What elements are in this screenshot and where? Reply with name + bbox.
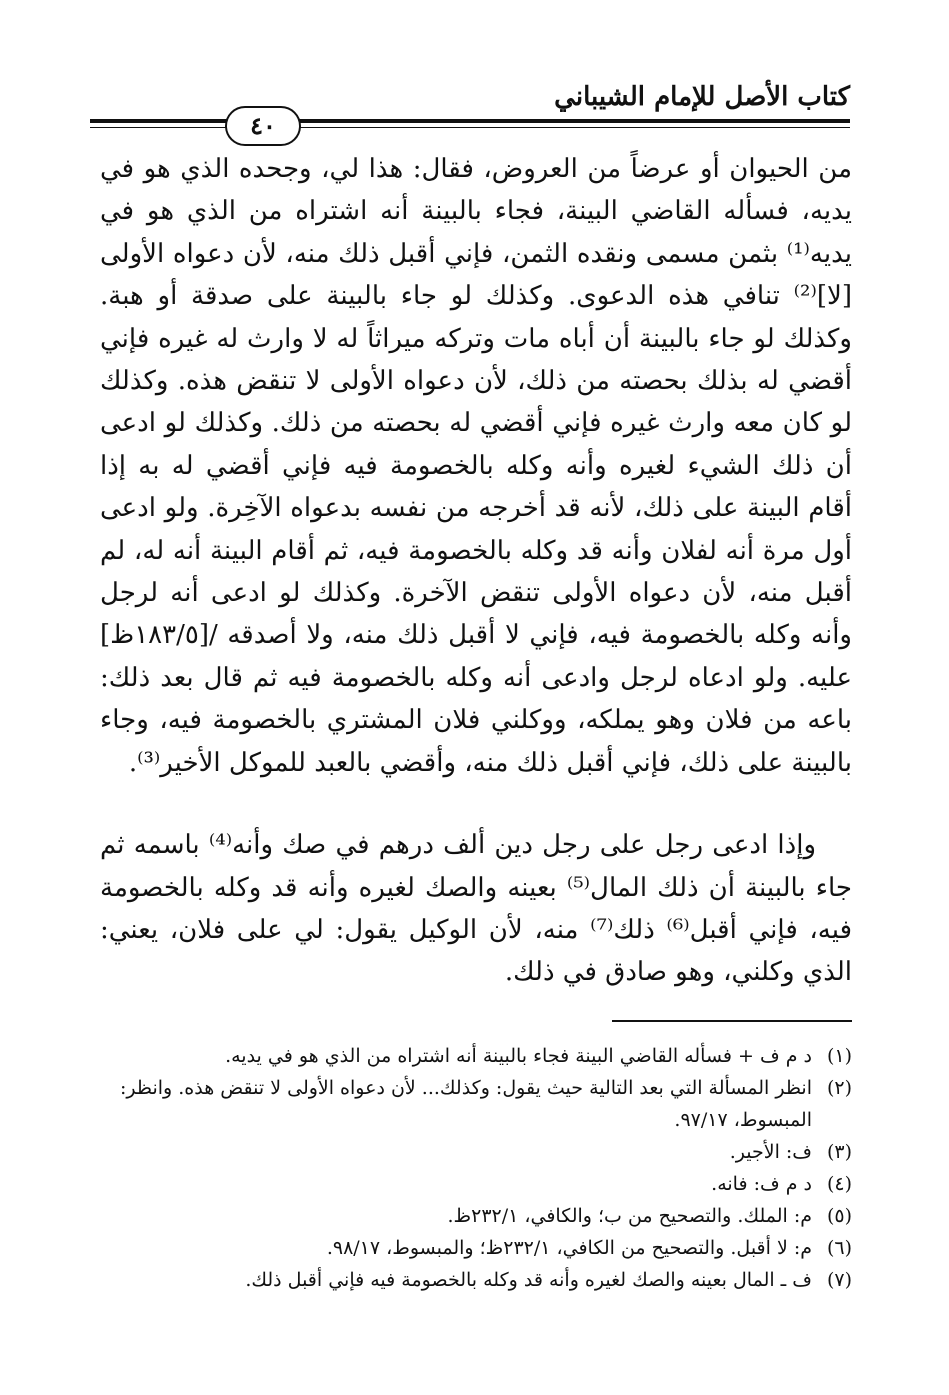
footnote-item [100,1264,852,1296]
footnote-text: د م ف: فانه. [711,1173,812,1195]
footnote-text: م: الملك. والتصحيح من ب؛ والكافي، ٢٣٢/١ظ. [447,1205,812,1227]
footnote-text: انظر المسألة التي بعد التالية حيث يقول: وكذلك... لأن دعواه الأولى لا تنقض هذه. وانظر: المبسوط، ٩٧/١٧. [120,1077,812,1131]
paragraph-2: وإذا ادعى رجل على رجل دين ألف درهم في صك وأنه⁽⁴⁾ باسمه ثم جاء بالبينة أن ذلك المال⁽⁵⁾ بعينه والصك لغيره وأنه قد وكله بالخصومة فيه، فإني أقبل⁽⁶⁾ ذلك⁽⁷⁾ منه، لأن الوكيل يقول: لي على فلان، يعني: الذي وكلني، وهو صادق في ذلك. [100,830,853,988]
book-title: كتاب الأصل للإمام الشيباني [554,82,850,112]
page-header [90,70,850,140]
footnote-item [100,1232,852,1264]
footnote-number: (٦) [826,1237,852,1259]
footnote-text: م: لا أقبل. والتصحيح من الكافي، ٢٣٢/١ظ؛ والمبسوط، ٩٨/١٧. [326,1237,812,1259]
footnote-number: (٥) [826,1205,852,1227]
header-rule-thick [90,119,850,123]
footnote-item [100,1168,852,1200]
page-number: ٤٠ [225,106,301,146]
footnote-number: (٧) [826,1269,852,1291]
footnote-item [100,1136,852,1168]
footnote-text: ف ـ المال بعينه والصك لغيره وأنه قد وكله بالخصومة فيه فإني أقبل ذلك. [245,1269,812,1291]
footnote-item [100,1200,852,1232]
footnote-number: (٢) [826,1077,852,1099]
footnote-number: (٣) [826,1141,852,1163]
footnotes [100,1040,852,1296]
footnote-text: ف: الأجير. [729,1141,812,1163]
footnote-number: (٤) [826,1173,852,1195]
footnote-separator [612,1020,852,1022]
footnote-item [100,1072,852,1136]
footnote-number: (١) [826,1045,852,1067]
paragraph-1: من الحيوان أو عرضاً من العروض، فقال: هذا لي، وجحده الذي هو في يديه، فسأله القاضي البينة، فجاء بالبينة أنه اشتراه من الذي هو في يديه⁽¹⁾ بثمن مسمى ونقده الثمن، فإني أقبل ذلك منه، لأن دعواه الأولى [لا]⁽²⁾ تنافي هذه الدعوى. وكذلك لو جاء بالبينة على صدقة أو هبة. وكذلك لو جاء بالبينة أن أباه مات وتركه ميراثاً له لا وارث له غيره فإني أقضي له بذلك بحصته من ذلك، لأن دعواه الأولى لا تنقض هذه. وكذلك لو كان معه وارث غيره فإني أقضي له بحصته من ذلك. وكذلك لو ادعى أن ذلك الشيء لغيره وأنه وكله بالخصومة فيه فإني أقضي له به إذا أقام البينة على ذلك، لأنه قد أخرجه من نفسه بدعواه الآخِرة. ولو ادعى أول مرة أنه لفلان وأنه قد وكله بالخصومة فيه، ثم أقام البينة أنه له، لم أقبل منه، لأن دعواه الأولى تنقض الآخرة. وكذلك لو ادعى أنه لرجل وأنه وكله بالخصومة فيه، فإني لا أقبل ذلك منه، ولا أصدقه /[١٨٣/٥ظ] عليه. ولو ادعاه لرجل وادعى أنه وكله بالخصومة فيه ثم قال بعد ذلك: باعه من فلان وهو يملكه، ووكلني فلان المشتري بالخصومة فيه، وجاء بالبينة على ذلك، فإني أقبل ذلك منه، وأقضي بالعبد للموكل الأخير⁽³⁾. [100,154,852,778]
footnote-text: د م ف + فسأله القاضي البينة فجاء بالبينة أنه اشتراه من الذي هو في يديه. [225,1045,812,1067]
body-text [100,148,852,994]
header-rule-thin [90,127,850,128]
footnote-item [100,1040,852,1072]
